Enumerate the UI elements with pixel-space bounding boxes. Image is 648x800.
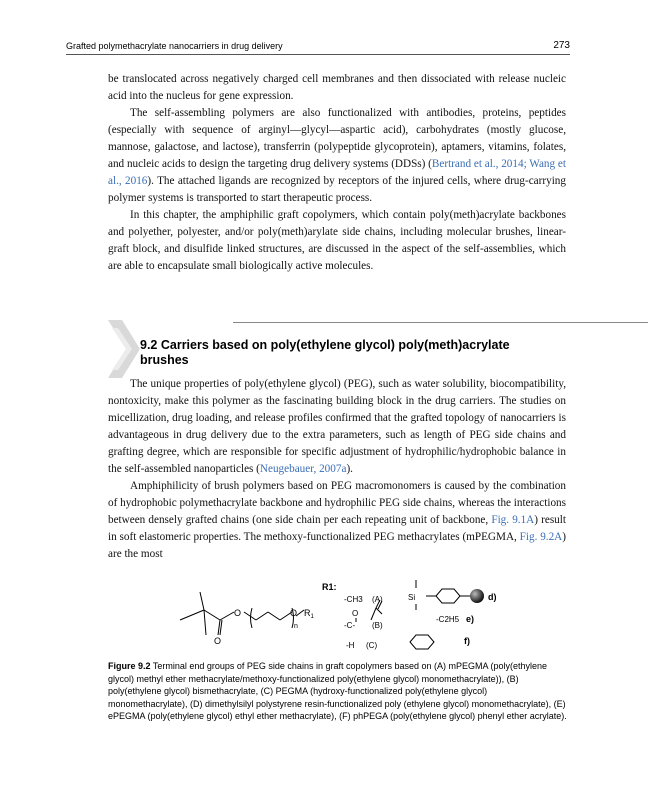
svg-text:d): d): [488, 592, 497, 602]
svg-text:R1:: R1:: [322, 582, 337, 592]
intro-paragraph-1: be translocated across negatively charged cell membranes and then dissociated with release nucleic acid into the nucleus for gene expression.: [108, 73, 566, 102]
svg-text:O: O: [352, 609, 359, 618]
page-number: 273: [553, 40, 570, 51]
svg-text:O: O: [290, 608, 298, 618]
section-title: 9.2 Carriers based on poly(ethylene glycol) poly(meth)acrylate brushes: [140, 338, 510, 367]
figure-link[interactable]: Fig. 9.1A: [491, 514, 535, 526]
svg-text:-C2H5: -C2H5: [436, 615, 460, 624]
figure-link[interactable]: Fig. 9.2A: [519, 531, 563, 543]
running-title: Grafted polymethacrylate nanocarriers in drug delivery: [66, 41, 283, 51]
svg-text:O: O: [214, 636, 222, 646]
svg-text:n: n: [294, 623, 298, 630]
svg-text:(C): (C): [366, 641, 378, 650]
chevron-icon: [108, 320, 140, 378]
resin-bead-icon: [470, 589, 484, 603]
header-rule: [66, 54, 570, 55]
section-text: [108, 376, 566, 563]
running-header: [66, 40, 570, 54]
section-paragraph-2: Amphiphilicity of brush polymers based on PEG macromonomers is caused by the combination of hydrophobic polymethacrylate backbone and hydrophilic PEG side chains, whereas the interactions between densely grafted chains (one side chain per each repeating unit of backbone, Fig. 9.1A) result in soft elastomeric properties. The methoxy-functionalized PEG methacrylates (mPEGMA, Fig. 9.2A) are the most: [108, 480, 566, 560]
structure-diagram: [170, 580, 510, 652]
svg-text:(A): (A): [372, 595, 383, 604]
section-paragraph-1: The unique properties of poly(ethylene glycol) (PEG), such as water solubility, biocompatibility, nontoxicity, make this polymer as the fascinating building block in the drug carriers. The studies on micellization, drug loading, and release profiles confirmed that the grafted topology of nanocarriers is advantageous in drug delivery due to the extra parameters, such as length of PEG side chains and grafting degree, which are responsible for specific adjustment of hydrophilic/hydrophobic balance in the self-assembled nanoparticles (Neugebauer, 2007a).: [108, 378, 566, 475]
svg-text:(B): (B): [372, 621, 383, 630]
svg-text:e): e): [466, 614, 475, 624]
svg-text:-CH3: -CH3: [344, 595, 363, 604]
svg-text:R1: $R_1$: [304, 608, 314, 620]
intro-paragraph-3: In this chapter, the amphiphilic graft copolymers, which contain poly(meth)acrylate backbones and polyether, polyester, and/or poly(meth)arylate side chains, including molecular brushes, linear-graft block, and disulfide linked structures, are discussed in the aspect of the self-assemblies, which are able to encapsulate small biologically active molecules.: [108, 209, 566, 272]
svg-text:Si: Si: [408, 593, 416, 602]
caption-text: Terminal end groups of PEG side chains in graft copolymers based on (A) mPEGMA (poly(ethylene glycol) methyl ether methacrylate/methoxy-functionalized poly(ethylene glycol) monomethacrylate)), (B) poly(ethylene glycol) bismethacrylate, (C) PEGMA (hydroxy-functionalized poly(ethylene glycol) monomethacrylate), (D) dimethylsilyl polystyrene resin-functionalized poly (ethylene glycol) monomethacrylate), (E) ePEGMA (poly(ethylene glycol) ethyl ether methacrylate), (F) phPEGA (poly(ethylene glycol) phenyl ether acrylate).: [108, 661, 567, 721]
svg-text:-H: -H: [346, 641, 355, 650]
svg-text:O: O: [234, 608, 242, 618]
section-heading-block: [108, 322, 568, 376]
figure-caption: [108, 660, 568, 723]
caption-label: Figure 9.2: [108, 661, 151, 671]
citation-link[interactable]: Bertrand et al., 2014; Wang et al., 2016: [108, 158, 566, 187]
svg-text:-C-: -C-: [344, 621, 356, 630]
intro-text: [108, 71, 566, 275]
section-rule: [233, 322, 648, 323]
chemical-structure-figure: [170, 580, 510, 652]
citation-link[interactable]: Neugebauer, 2007a: [259, 463, 347, 475]
svg-text:f): f): [464, 636, 470, 646]
intro-paragraph-2: The self-assembling polymers are also functionalized with antibodies, proteins, peptides (especially with sequence of arginyl—glycyl—aspartic acid), carbohydrates (mostly glucose, mannose, galactose, and lactose), transferrin (polypeptide glycoprotein), aptamers, vitamins, folates, and nucleic acids to design the targeting drug delivery systems (DDSs) (Bertrand et al., 2014; Wang et al., 2016). The attached ligands are recognized by receptors of the injured cells, where drug-carrying polymer systems is transported to start therapeutic process.: [108, 107, 566, 204]
